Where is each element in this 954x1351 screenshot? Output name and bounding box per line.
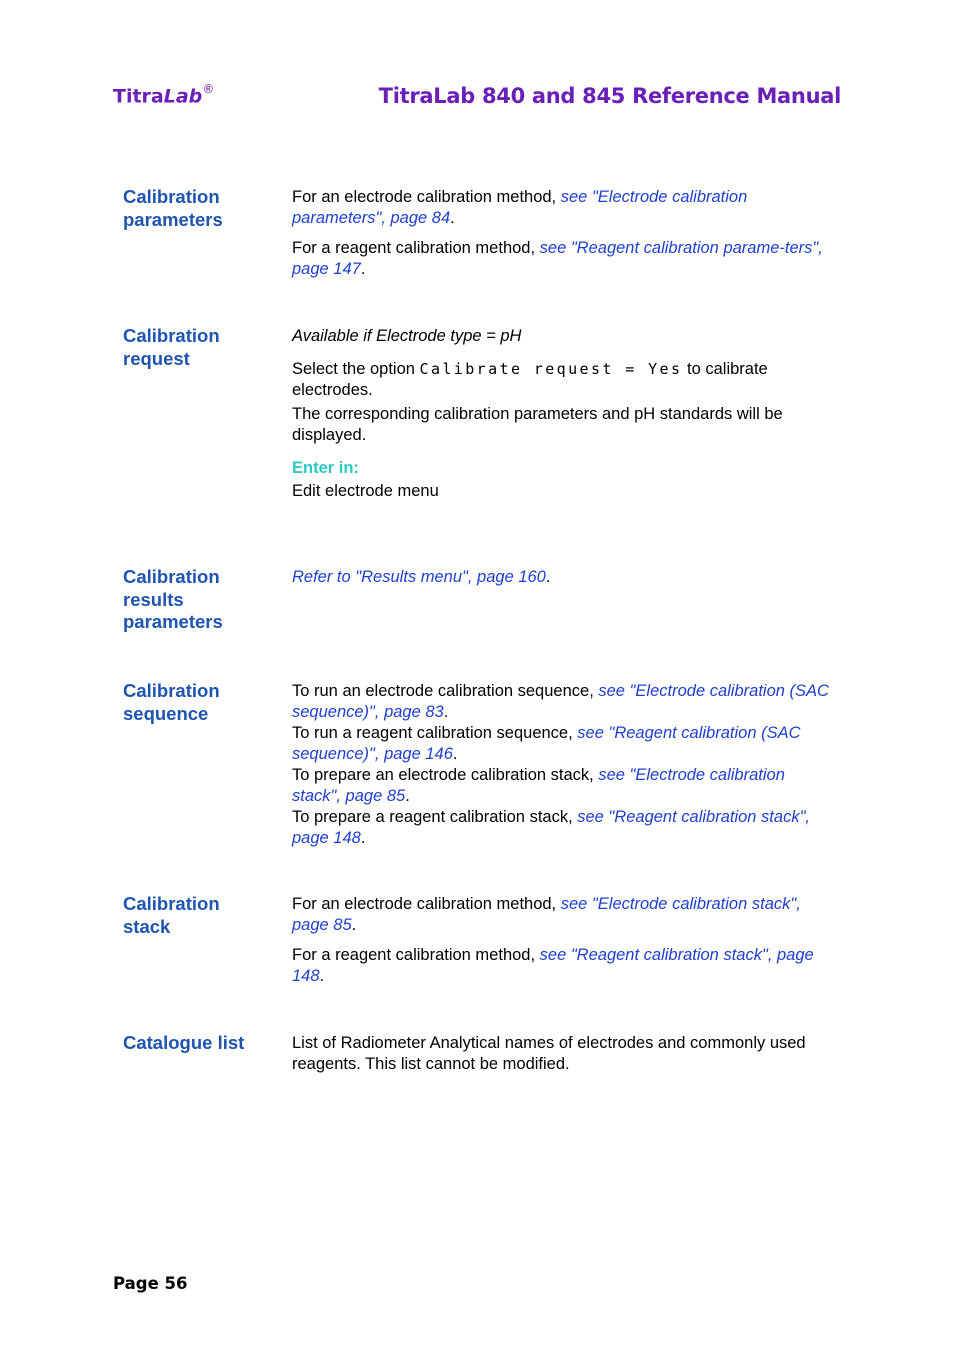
desc-text: To prepare a reagent calibration stack, <box>292 808 578 826</box>
cross-reference-link[interactable]: Refer to "Results menu", page 160 <box>292 568 546 586</box>
term-catalogue-list <box>123 1032 288 1055</box>
term-calibration-sequence <box>123 680 273 725</box>
cross-reference-link[interactable]: see "Reagent calibration parame-ters", page 147 <box>292 239 823 278</box>
term-calibration-request <box>123 325 273 370</box>
desc-end: . <box>545 568 551 586</box>
desc-end: . <box>405 787 410 805</box>
desc-line <box>292 807 837 849</box>
desc-calibration-parameters <box>292 187 837 280</box>
desc-calibration-sequence <box>292 681 837 849</box>
term-line: parameters <box>123 208 223 230</box>
term-line: Calibration <box>123 680 220 701</box>
term-line: request <box>123 347 190 369</box>
desc-end: . <box>360 829 366 847</box>
term-calibration-stack <box>123 893 273 938</box>
desc-text: To run a reagent calibration sequence, <box>292 724 578 742</box>
term-line: results <box>123 588 184 610</box>
desc-line <box>292 681 837 723</box>
term-calibration-results-parameters <box>123 566 273 634</box>
desc-line <box>292 567 837 588</box>
manual-title: TitraLab 840 and 845 Reference Manual <box>378 84 841 108</box>
desc-line <box>292 765 837 807</box>
desc-line <box>292 894 837 936</box>
term-calibration-parameters <box>123 186 273 231</box>
desc-end: . <box>319 967 325 985</box>
term-line: Calibration <box>123 186 220 207</box>
cross-reference-link[interactable]: see "Electrode calibration stack", page 85 <box>292 766 785 805</box>
option-code: Calibrate request = Yes <box>419 360 683 378</box>
desc-text: For a reagent calibration method, <box>292 946 540 964</box>
term-line: sequence <box>123 702 209 724</box>
desc-text: For an electrode calibration method, <box>292 895 561 913</box>
desc-end: . <box>351 916 357 934</box>
desc-line <box>292 723 837 765</box>
brand-suffix: Lab <box>163 85 203 108</box>
cross-reference-link[interactable]: see "Reagent calibration stack", page 148 <box>292 946 814 985</box>
desc-line <box>292 945 837 987</box>
registered-mark: ® <box>202 82 215 96</box>
brand-logo <box>113 84 214 107</box>
desc-line <box>292 187 837 229</box>
enter-in-label: Enter in: <box>292 459 359 477</box>
desc-catalogue-list <box>292 1033 812 1075</box>
desc-text: For an electrode calibration method, <box>292 188 561 206</box>
desc-line: The corresponding calibration parameters and pH standards will be displayed. <box>292 405 783 444</box>
desc-line <box>292 238 837 280</box>
desc-text: To run an electrode calibration sequence, <box>292 682 599 700</box>
desc-line <box>292 359 837 401</box>
desc-calibration-results-parameters <box>292 567 837 588</box>
term-line: stack <box>123 915 171 937</box>
enter-in-value: Edit electrode menu <box>292 482 439 500</box>
cross-reference-link[interactable]: see "Electrode calibration (SAC sequence)", page 83 <box>292 682 829 721</box>
cross-reference-link[interactable]: see "Electrode calibration parameters", page 84 <box>292 188 748 227</box>
cross-reference-link[interactable]: see "Electrode calibration stack", page 85 <box>292 895 801 934</box>
cross-reference-link[interactable]: see "Reagent calibration (SAC sequence)", page 146 <box>292 724 801 763</box>
desc-calibration-stack <box>292 894 837 987</box>
brand-prefix: Titra <box>113 85 164 108</box>
desc-text: To prepare an electrode calibration stack, <box>292 766 599 784</box>
cross-reference-link[interactable]: see "Reagent calibration stack", page 148 <box>292 808 811 847</box>
term-line: parameters <box>123 611 223 632</box>
desc-end: . <box>360 260 366 278</box>
desc-text: Select the option <box>292 360 420 378</box>
desc-calibration-request <box>292 326 837 502</box>
term-line: Calibration <box>123 325 220 346</box>
desc-end: . <box>443 703 449 721</box>
availability-note: Available if Electrode type = pH <box>292 327 522 345</box>
term-line: Calibration <box>123 566 220 587</box>
term-line: Catalogue list <box>123 1032 245 1053</box>
desc-end: . <box>450 209 455 227</box>
term-line: Calibration <box>123 893 220 914</box>
desc-end: . <box>452 745 458 763</box>
page-number: Page 56 <box>113 1274 188 1293</box>
desc-line: List of Radiometer Analytical names of electrodes and commonly used reagents. This list cannot be modified. <box>292 1034 806 1073</box>
desc-text: to calibrate electrodes. <box>292 360 768 399</box>
desc-text: For a reagent calibration method, <box>292 239 540 257</box>
